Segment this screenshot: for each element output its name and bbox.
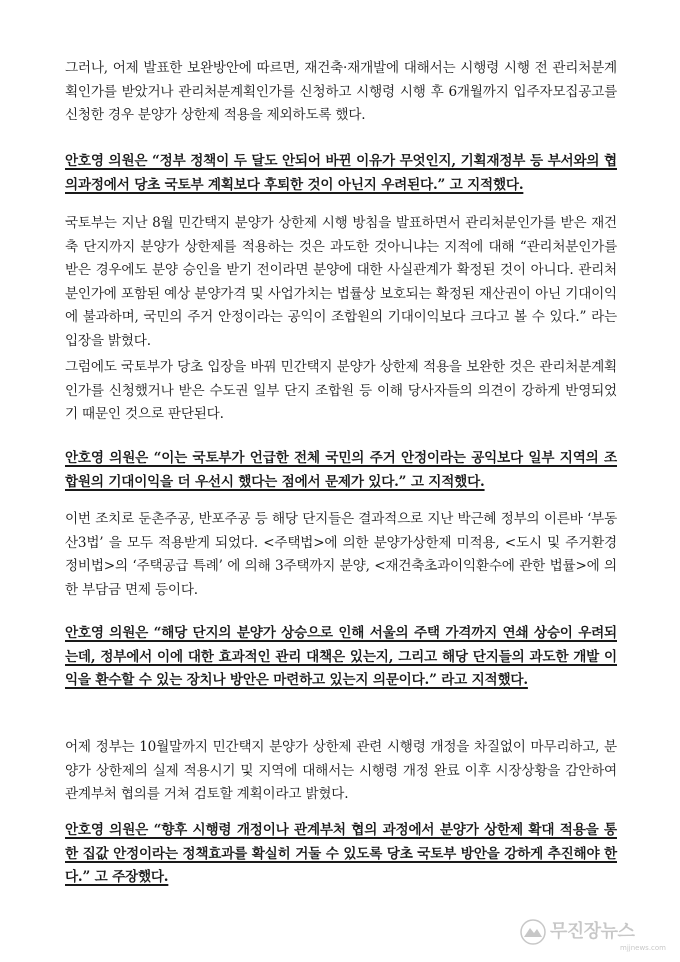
paragraph-7-emphasis: 안호영 의원은 “해당 단지의 분양가 상승으로 인해 서울의 주택 가격까지 연쇄 상승이 우려되는데, 정부에서 이에 대한 효과적인 관리 대책은 있는지, 그리고 해당 단지들의 과도한 개발 이익을 환수할 수 있는 장치나 방안은 마련하고 있는지 의문이다.” 라고 지적했다. bbox=[65, 625, 617, 688]
watermark-url: mjjnews.com bbox=[620, 944, 666, 952]
paragraph-1: 그러나, 어제 발표한 보완방안에 따르면, 재건축·재개발에 대해서는 시행령 시행 전 관리처분계획인가를 받았거나 관리처분계획인가를 신청하고 시행령 시행 후 6개월까지 입주자모집공고를 신청한 경우 분양가 상한제 적용을 제외하도록 했다. bbox=[65, 60, 617, 123]
watermark-name: 무진장뉴스 bbox=[550, 921, 635, 942]
paragraph-2-emphasis: 안호영 의원은 “정부 정책이 두 달도 안되어 바뀐 이유가 무엇인지, 기획재정부 등 부서와의 협의과정에서 당초 국토부 계획보다 후퇴한 것이 아닌지 우려된다.” 고 지적했다. bbox=[65, 153, 617, 193]
paragraph-9-emphasis: 안호영 의원은 “향후 시행령 개정이나 관계부처 협의 과정에서 분양가 상한제 확대 적용을 통한 집값 안정이라는 정책효과를 확실히 거둘 수 있도록 당초 국토부 방안을 강하게 추진해야 한다.” 고 주장했다. bbox=[65, 822, 617, 885]
paragraph-8: 어제 정부는 10월말까지 민간택지 분양가 상한제 관련 시행령 개정을 차질없이 마무리하고, 분양가 상한제의 실제 적용시기 및 지역에 대해서는 시행령 개정 완료 이후 시장상황을 감안하여 관계부처 협의를 거쳐 검토할 계획이라고 밝혔다. bbox=[65, 739, 617, 802]
paragraph-3: 국토부는 지난 8월 민간택지 분양가 상한제 시행 방침을 발표하면서 관리처분인가를 받은 재건축 단지까지 분양가 상한제를 적용하는 것은 과도한 것아니냐는 지적에 대해 “관리처분인가를 받은 경우에도 분양 승인을 받기 전이라면 분양에 대한 사실관계가 확정된 것이 아니다. 관리처분인가에 포함된 예상 분양가격 및 사업가치는 법률상 보호되는 확정된 재산권이 아닌 기대이익에 불과하며, 국민의 주거 안정이라는 공익이 조합원의 기대이익보다 크다고 볼 수 있다.” 라는 입장을 밝혔다. bbox=[65, 215, 617, 349]
paragraph-5-emphasis: 안호영 의원은 “이는 국토부가 언급한 전체 국민의 주거 안정이라는 공익보다 일부 지역의 조합원의 기대이익을 더 우선시 했다는 점에서 문제가 있다.” 고 지적했다. bbox=[65, 450, 617, 490]
watermark bbox=[520, 910, 670, 954]
mountain-logo-icon bbox=[520, 919, 546, 945]
paragraph-4: 그럼에도 국토부가 당초 입장을 바꿔 민간택지 분양가 상한제 적용을 보완한 것은 관리처분계획인가를 신청했거나 받은 수도권 일부 단지 조합원 등 이해 당사자들의 의견이 강하게 반영되었기 때문인 것으로 판단된다. bbox=[65, 359, 617, 422]
paragraph-6: 이번 조치로 둔촌주공, 반포주공 등 해당 단지들은 결과적으로 지난 박근혜 정부의 이른바 ‘부동산3법’ 을 모두 적용받게 되었다. <주택법>에 의한 분양가상한제 미적용, <도시 및 주거환경정비법>의 ‘주택공급 특례’ 에 의해 3주택까지 분양, <재건축초과이익환수에 관한 법률>에 의한 부담금 면제 등이다. bbox=[65, 511, 617, 598]
